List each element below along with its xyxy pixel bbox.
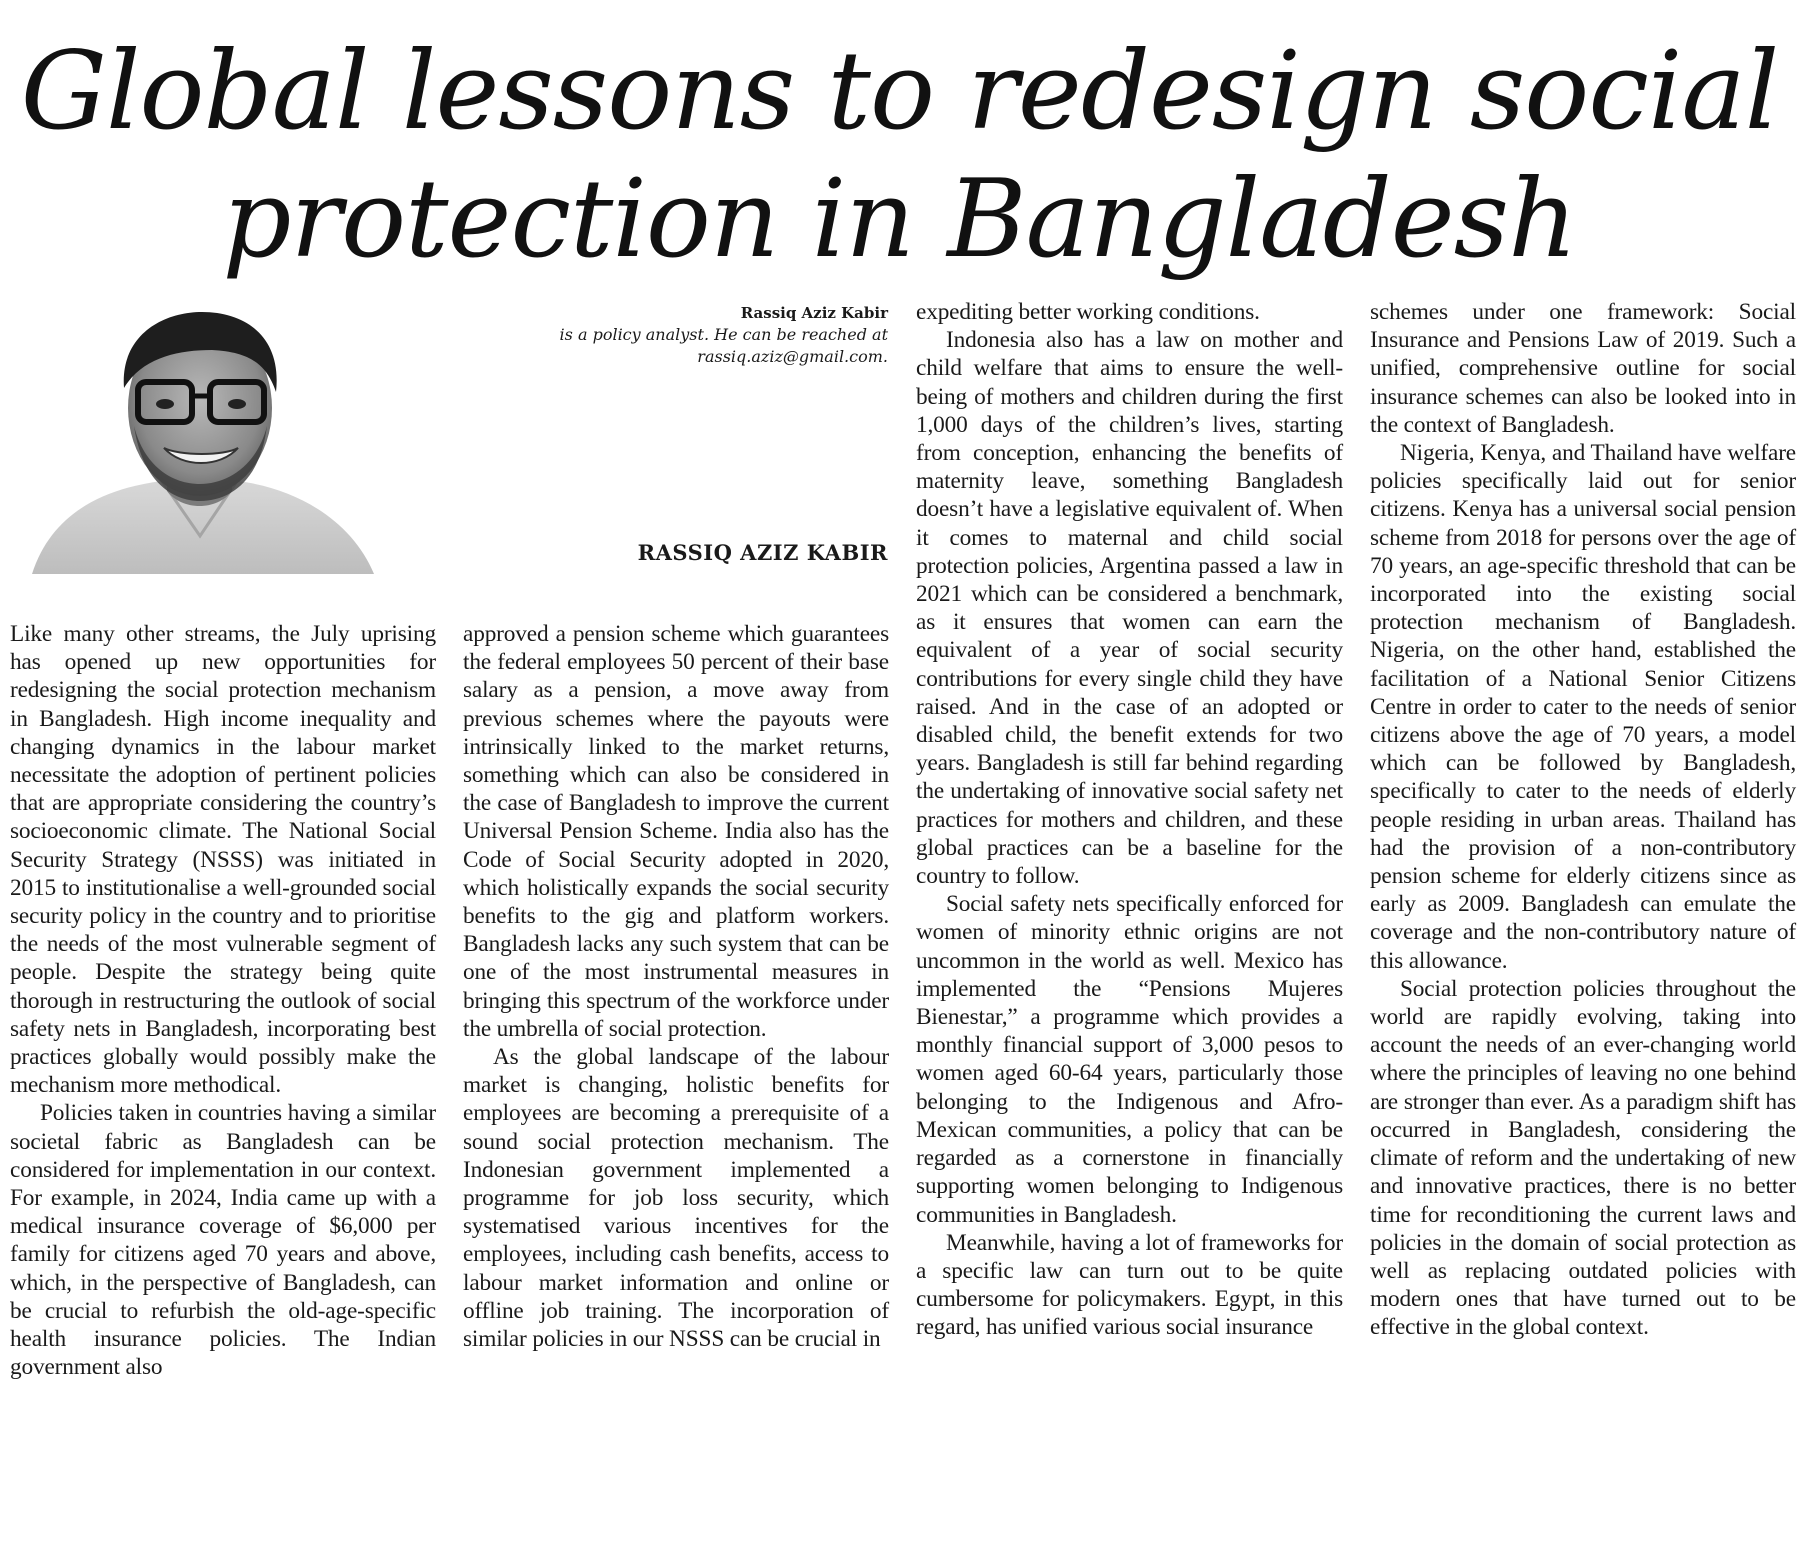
article-column-2 <box>463 620 889 1353</box>
paragraph: Indonesia also has a law on mother and child welfare that aims to ensure the well-being of mothers and children during the first 1,000 days of the children’s lives, starting from conception, enhancing the benefits of maternity leave, something Bangladesh doesn’t have a legislative equivalent of. When it comes to maternal and child social protection policies, Argentina passed a law in 2021 which can be considered a benchmark, as it ensures that women can earn the equivalent of a year of social security contributions for every single child they have raised. And in the case of an adopted or disabled child, the benefit extends for two years. Bangladesh is still far behind regarding the undertaking of innovative social safety net practices for mothers and children, and these global practices can be a baseline for the country to follow. <box>916 327 1343 890</box>
paragraph: expediting better working conditions. <box>916 299 1260 325</box>
paragraph: Meanwhile, having a lot of frameworks for a specific law can turn out to be quite cumbersome for policymakers. Egypt, in this regard, has unified various social insurance <box>916 1229 1343 1341</box>
author-byline: RASSIQ AZIZ KABIR <box>637 540 888 565</box>
article-column-4 <box>1370 298 1796 1342</box>
author-portrait-icon <box>12 296 382 574</box>
paragraph: Social safety nets specifically enforced for women of minority ethnic origins are not uncommon in the world as well. Mexico has implemented the “Pensions Mujeres Bienestar,” a programme which provides a monthly financial support of 3,000 pesos to women aged 60-64 years, particularly those belonging to the Indigenous and Afro-Mexican communities, a policy that can be regarded as a cornerstone in financially supporting women belonging to Indigenous communities in Bangladesh. <box>916 891 1343 1228</box>
paragraph: Social protection policies throughout the world are rapidly evolving, taking into account the needs of an ever-changing world where the principles of leaving no one behind are stronger than ever. As a paradigm shift has occurred in Bangladesh, considering the climate of reform and the undertaking of new and innovative practices, there is no better time for reconditioning the current laws and policies in the domain of social protection as well as replacing outdated policies with modern ones that have turned out to be effective in the global context. <box>1370 975 1796 1341</box>
paragraph: approved a pension scheme which guarantees the federal employees 50 percent of their base salary as a pension, a move away from previous schemes where the payouts were intrinsically linked to the market returns, something which can also be considered in the case of Bangladesh to improve the current Universal Pension Scheme. India also has the Code of Social Security adopted in 2020, which holistically expands the social security benefits to the gig and platform workers. Bangladesh lacks any such system that can be one of the most instrumental measures in bringing this spectrum of the workforce under the umbrella of social protection. <box>463 621 889 1042</box>
article-column-1 <box>10 620 436 1381</box>
paragraph: Like many other streams, the July uprising has opened up new opportunities for redesigning the social protection mechanism in Bangladesh. High income inequality and changing dynamics in the labour market necessitate the adoption of pertinent policies that are appropriate considering the country’s socioeconomic climate. The National Social Security Strategy (NSSS) was initiated in 2015 to institutionalise a well-grounded social security policy in the country and to prioritise the needs of the most vulnerable segment of people. Despite the strategy being quite thorough in restructuring the outlook of social safety nets in Bangladesh, incorporating best practices globally would possibly make the mechanism more methodical. <box>10 621 436 1099</box>
paragraph: As the global landscape of the labour market is changing, holistic benefits for employees are becoming a prerequisite of a sound social protection mechanism. The Indonesian government implemented a programme for job loss security, which systematised various incentives for the employees, including cash benefits, access to labour market information and online or offline job training. The incorporation of similar policies in our NSSS can be crucial in <box>463 1044 889 1353</box>
author-bio: is a policy analyst. He can be reached at rassiq.aziz@gmail.com. <box>559 325 888 366</box>
article-column-3 <box>916 298 1343 1342</box>
author-name: Rassiq Aziz Kabir <box>740 304 888 322</box>
article-headline: Global lessons to redesign social protection in Bangladesh <box>20 29 1779 282</box>
paragraph: Nigeria, Kenya, and Thailand have welfare policies specifically laid out for senior citizens. Kenya has a universal social pension scheme from 2018 for persons over the age of 70 years, an age-specific threshold that can be incorporated into the existing social protection mechanism of Bangladesh. Nigeria, on the other hand, established the facilitation of a National Senior Citizens Centre in order to cater to the needs of senior citizens above the age of 70 years, a model which can be followed by Bangladesh, specifically to cater to the needs of elderly people residing in urban areas. Thailand has had the provision of a non-contributory pension scheme for elderly citizens since as early as 2009. Bangladesh can emulate the coverage and the non-contributory nature of this allowance. <box>1370 440 1796 974</box>
paragraph: schemes under one framework: Social Insurance and Pensions Law of 2019. Such a unified, comprehensive outline for social insurance schemes can also be looked into in the context of Bangladesh. <box>1370 299 1796 438</box>
author-bio-box <box>430 302 888 368</box>
paragraph: Policies taken in countries having a similar societal fabric as Bangladesh can be considered for implementation in our context. For example, in 2024, India came up with a medical insurance coverage of $6,000 per family for citizens aged 70 years and above, which, in the perspective of Bangladesh, can be crucial to refurbish the old-age-specific health insurance policies. The Indian government also <box>10 1100 436 1381</box>
author-photo <box>12 296 382 574</box>
